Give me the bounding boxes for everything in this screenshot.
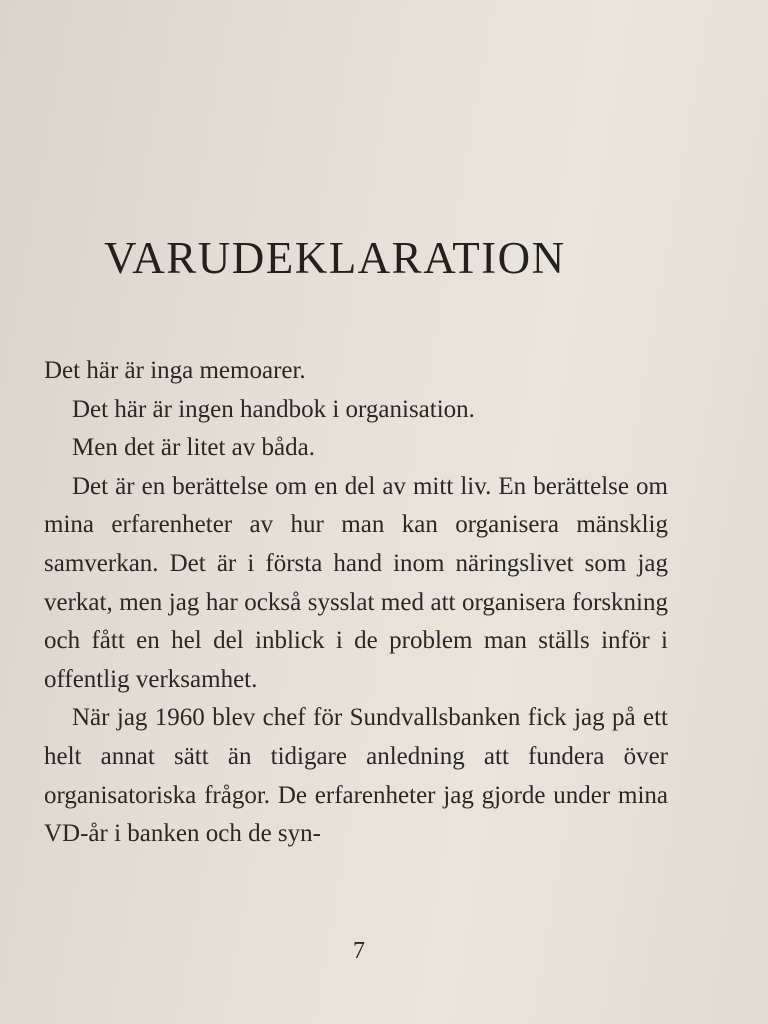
paragraph: När jag 1960 blev chef för Sundvallsbanken fick jag på ett helt annat sätt än tidigare anledning att fundera över organisatoriska frågor. De erfarenheter jag gjorde under mina VD-år i banken och de syn- (44, 704, 668, 848)
paragraph: Det här är ingen handbok i organisation. (72, 395, 475, 423)
paragraph: Det är en berättelse om en del av mitt liv. En berättelse om mina erfarenheter av hur man kan organisera mänsklig samverkan. Det är i första hand inom näringslivet som jag verkat, men jag har också sysslat med att organisera forskning och fått en hel del inblick i de problem man ställs inför i offentlig verksamhet. (44, 472, 668, 693)
page-number: 7 (353, 938, 365, 964)
show-through-line (60, 120, 700, 160)
show-through-line (60, 0, 700, 40)
show-through-line (60, 40, 700, 80)
show-through-line (60, 80, 700, 120)
paragraph: Men det är litet av båda. (72, 434, 315, 462)
page-body (44, 352, 668, 854)
paragraph: Det här är inga memoarer. (44, 357, 306, 384)
show-through-text (60, 0, 700, 160)
chapter-heading: VARUDEKLARATION (104, 233, 566, 283)
